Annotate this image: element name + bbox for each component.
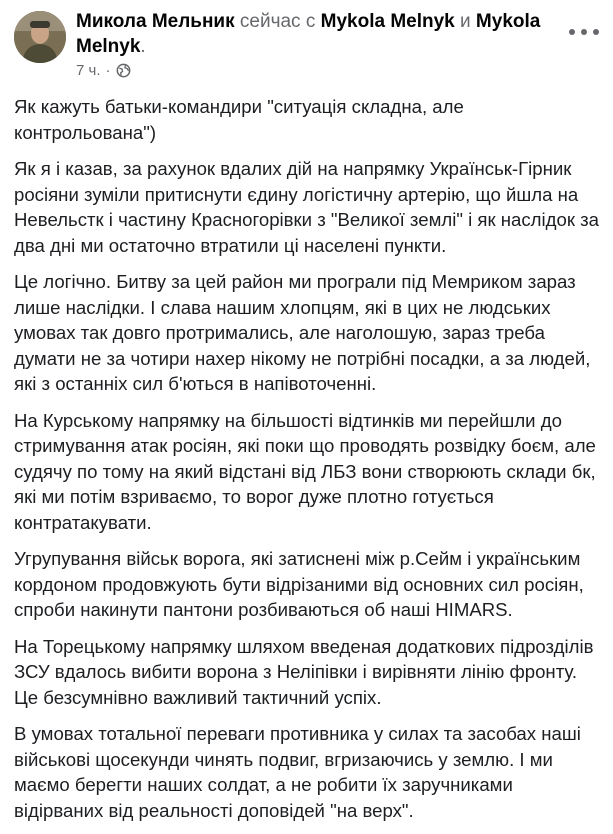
- post-paragraph: Це логічно. Битву за цей район ми програли під Мемриком зараз лише наслідки. І слава нашим хлопцям, які в цих не людських умовах так довго протримались, але наголошую, зараз треба думати не за чотири нахер нікому не потрібні посадки, а за людей, які з останніх сил б'ються в напівоточенні.: [14, 271, 591, 394]
- post-header: [0, 0, 613, 92]
- meta-separator: ·: [105, 62, 111, 79]
- post-paragraph: На Курському напрямку на більшості відтинків ми перейшли до стримування атак росіян, які поки що проводять розвідку боєм, але судячу по тому на який відстані від ЛБЗ вони створюють склади бк, які ми потім взриваємо, то ворог дуже плотно готується контратакувати.: [14, 409, 596, 533]
- header-connector-2: и: [460, 11, 471, 32]
- tagged-person-2[interactable]: Mykola Melnyk: [76, 11, 541, 57]
- post-header-line: [76, 9, 546, 59]
- tagged-person-1[interactable]: Mykola Melnyk: [320, 11, 455, 32]
- globe-icon: [116, 63, 131, 78]
- post-paragraph: Угрупування військ ворога, які затиснені між р.Сейм і українським кордоном продовжують бути відрізаними від основних сил росіян, спроби накинути пантони розбиваються об наші HIMARS.: [14, 548, 584, 620]
- post-paragraph: Як я і казав, за рахунок вдалих дій на напрямку Українськ-Гірник росіяни зуміли притиснути єдину логістичну артерію, що йшла на Невельстк і частину Красногорівки з "Великої землі" і як наслідок за два дні ми остаточно втратили ці населені пункти.: [14, 158, 600, 256]
- header-connector: сейчас с: [239, 11, 316, 32]
- post-paragraph: В умовах тотальної переваги противника у силах та засобах наші військові щосекунди чинять подвиг, вгризаючись у землю. І ми маємо берегти наших солдат, а не робити їх заручниками відірваних від реальності доповідей "на верх".: [14, 723, 581, 821]
- author-avatar[interactable]: [14, 11, 66, 63]
- post-meta: [76, 62, 131, 79]
- post-timestamp[interactable]: 7 ч.: [76, 62, 101, 79]
- post-paragraph: На Торецькому напрямку шляхом введеная додаткових підрозділів ЗСУ вдалось вибити ворона з Неліпівки і вирівняти лінію фронту. Це безсумнівно важливий тактичний успіх.: [14, 635, 594, 708]
- menu-dot: [569, 29, 575, 35]
- avatar-image: [14, 11, 66, 63]
- post-body: [14, 94, 604, 834]
- menu-dot: [581, 29, 587, 35]
- menu-dot: [593, 29, 599, 35]
- author-name[interactable]: Микола Мельник: [76, 11, 235, 32]
- header-period: .: [140, 36, 146, 57]
- post-paragraph: Як кажуть батьки-командири "ситуація складна, але контрольована"): [14, 96, 464, 143]
- more-options-icon[interactable]: [569, 22, 599, 42]
